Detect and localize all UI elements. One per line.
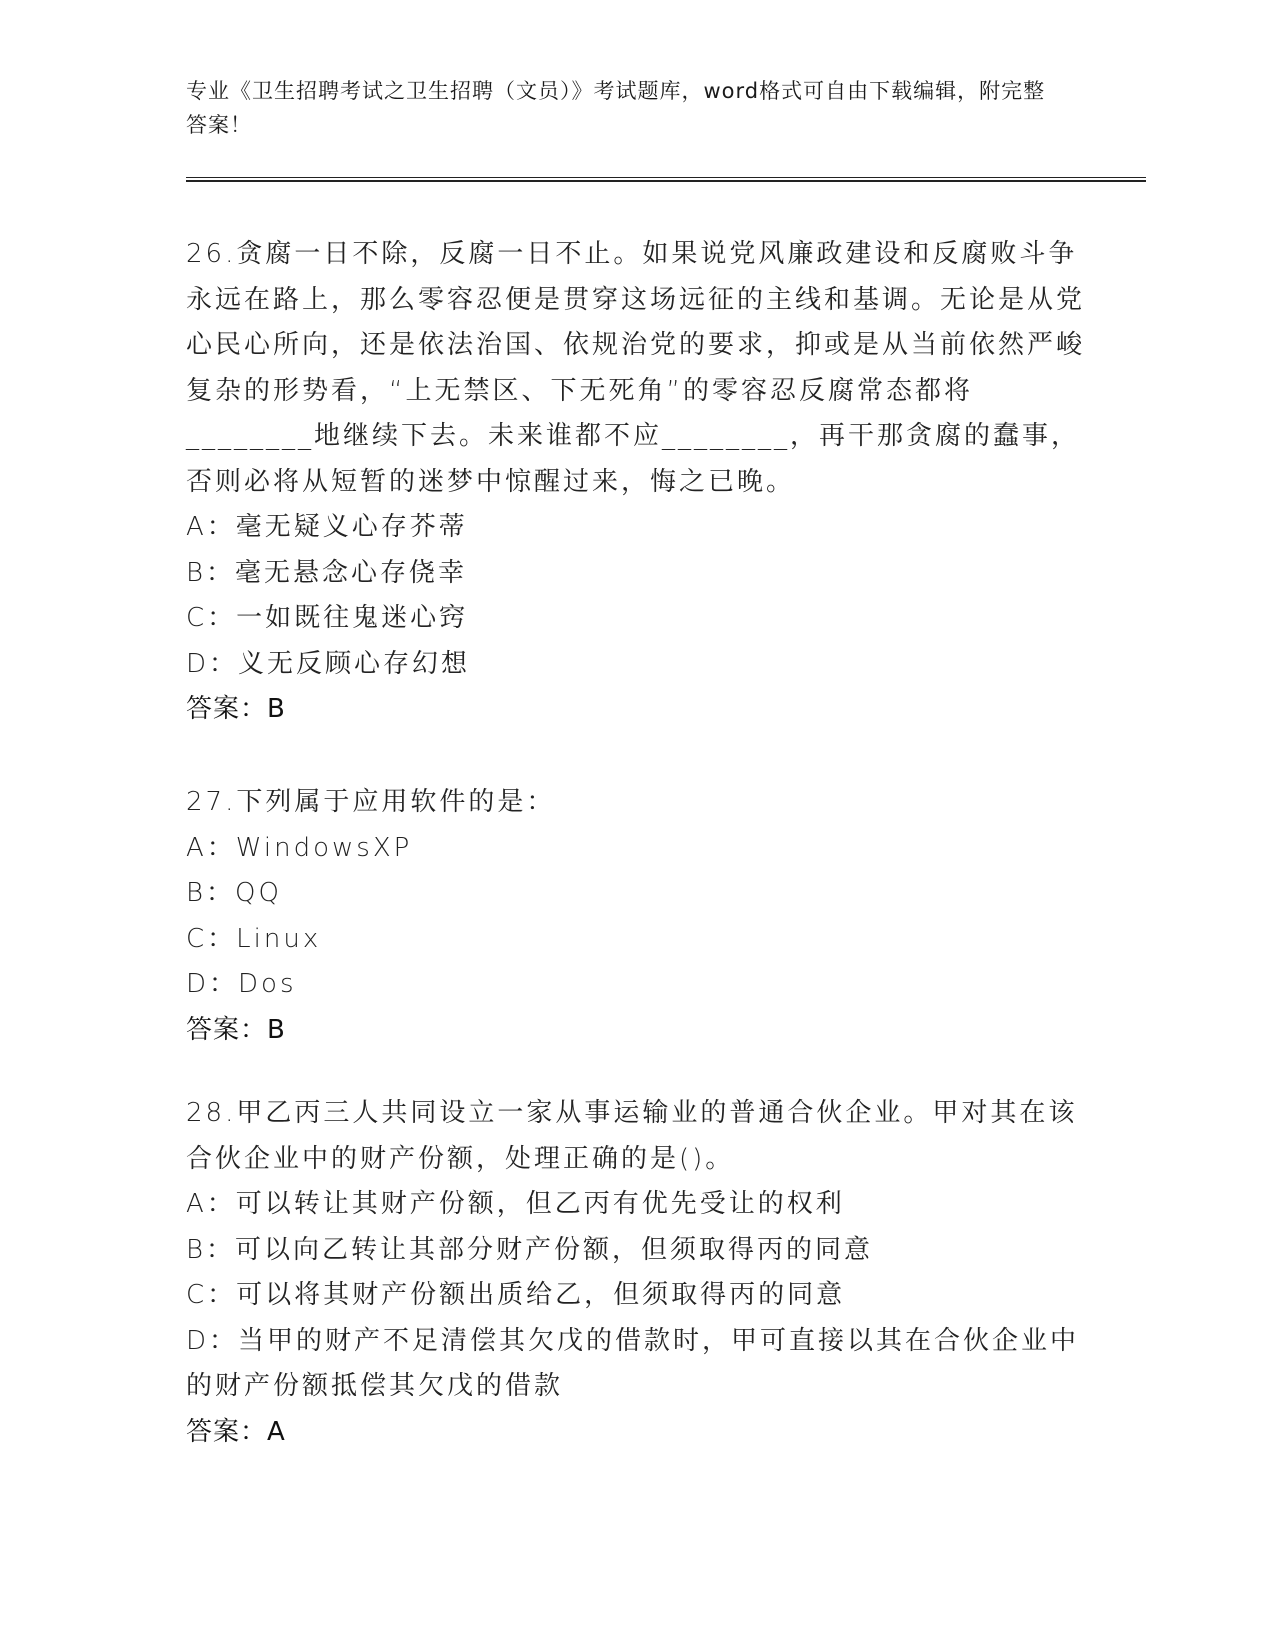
option-c: C：一如既往鬼迷心窍 xyxy=(186,603,469,633)
option-d: D：义无反顾心存幻想 xyxy=(186,648,471,679)
option-a: A：WindowsXP xyxy=(186,832,413,863)
option-b: B：QQ xyxy=(186,878,282,908)
option-d: D：当甲的财产不足清偿其欠戊的借款时，甲可直接以其在合伙企业中的财产份额抵偿其欠戊的借款 xyxy=(186,1325,1080,1401)
question-26 xyxy=(186,232,1086,733)
answer-line: 答案：B xyxy=(186,1014,286,1045)
answer-line: 答案：A xyxy=(186,1416,286,1447)
option-a: A：毫无疑义心存芥蒂 xyxy=(186,512,468,542)
question-stem: 26.贪腐一日不除，反腐一日不止。如果说党风廉政建设和反腐败斗争永远在路上，那么零容忍便是贯穿这场远征的主线和基调。无论是从党心民心所向，还是依法治国、依规治党的要求，抑或是从当前依然严峻复杂的形势看，“上无禁区、下无死角”的零容忍反腐常态都将________地继续下去。未来谁都不应________，再干那贪腐的蠢事，否则必将从短暂的迷梦中惊醒过来，悔之已晚。 xyxy=(186,239,1086,497)
answer-line: 答案：B xyxy=(186,694,286,724)
option-a: A：可以转让其财产份额，但乙丙有优先受让的权利 xyxy=(186,1189,845,1219)
option-b: B：可以向乙转让其部分财产份额，但须取得丙的同意 xyxy=(186,1234,874,1265)
header-divider xyxy=(186,177,1146,182)
option-b: B：毫无悬念心存侥幸 xyxy=(186,557,468,588)
option-c: C：可以将其财产份额出质给乙，但须取得丙的同意 xyxy=(186,1280,846,1310)
document-header: 专业《卫生招聘考试之卫生招聘（文员）》考试题库，word格式可自由下载编辑，附完整答案！ xyxy=(186,79,1046,137)
question-stem: 28.甲乙丙三人共同设立一家从事运输业的普通合伙企业。甲对其在该合伙企业中的财产份额，处理正确的是()。 xyxy=(186,1098,1078,1174)
option-c: C：Linux xyxy=(186,923,322,954)
option-d: D：Dos xyxy=(186,969,297,999)
question-stem: 27.下列属于应用软件的是： xyxy=(186,787,556,817)
question-28 xyxy=(186,1091,1086,1455)
question-27 xyxy=(186,780,1086,1053)
